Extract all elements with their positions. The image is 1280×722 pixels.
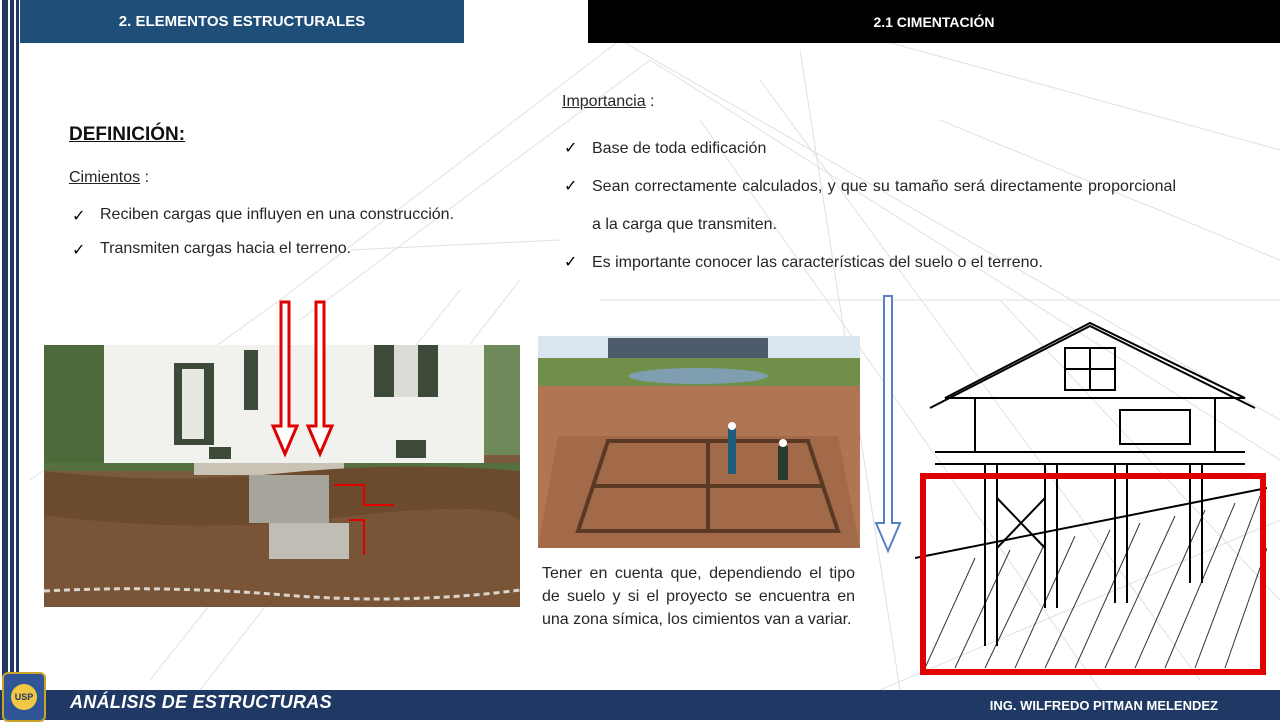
- check-icon: ✓: [72, 208, 86, 225]
- check-icon: ✓: [564, 178, 578, 195]
- check-icon: ✓: [564, 254, 578, 271]
- cimientos-heading: [69, 169, 149, 187]
- list-item: [70, 206, 540, 224]
- excavation-photo: [538, 336, 860, 548]
- importance-list: [562, 130, 1176, 282]
- list-item: [562, 244, 1176, 282]
- importance-heading: [562, 93, 654, 111]
- course-title: ANÁLISIS DE ESTRUCTURAS: [70, 692, 332, 712]
- importance-suffix: :: [645, 93, 655, 110]
- importance-item-text: Sean correctamente calculados, y que su tamaño será directamente proporcional a la carga que transmiten.: [592, 178, 1176, 233]
- definition-list: [70, 206, 540, 274]
- list-item: [70, 240, 540, 258]
- check-icon: ✓: [564, 140, 578, 157]
- cimientos-suffix: :: [140, 169, 150, 186]
- importance-label: Importancia: [562, 93, 646, 110]
- definition-item-text: Reciben cargas que influyen en una construcción.: [100, 206, 454, 223]
- section-title: 2. ELEMENTOS ESTRUCTURALES: [118, 13, 366, 30]
- list-item: [562, 130, 1176, 168]
- left-stripe-3: [16, 0, 19, 690]
- list-item: [562, 168, 1176, 244]
- cimientos-label: Cimientos: [69, 169, 141, 186]
- logo-emblem: USP: [11, 684, 37, 710]
- importance-item-text: Es importante conocer las características del suelo o el terreno.: [592, 254, 1043, 271]
- section-header: [20, 0, 464, 43]
- note-text: Tener en cuenta que, dependiendo el tipo de suelo y si el proyecto se encuentra en una zona símica, los cimientos van a variar.: [542, 565, 855, 628]
- check-icon: ✓: [72, 242, 86, 259]
- subsection-title: 2.1 CIMENTACIÓN: [873, 13, 995, 30]
- left-stripe-2: [10, 0, 14, 690]
- subsection-header: [588, 0, 1280, 43]
- author-name: ING. WILFREDO PITMAN MELENDEZ: [989, 698, 1218, 713]
- definition-title: DEFINICIÓN:: [69, 124, 186, 145]
- university-logo: [2, 672, 46, 722]
- load-arrows: [270, 298, 340, 458]
- importance-item-text: Base de toda edificación: [592, 140, 767, 157]
- stilt-house-drawing: [915, 318, 1267, 680]
- direction-arrow: [873, 293, 903, 555]
- definition-item-text: Transmiten cargas hacia el terreno.: [100, 240, 352, 257]
- left-stripe-1: [2, 0, 8, 690]
